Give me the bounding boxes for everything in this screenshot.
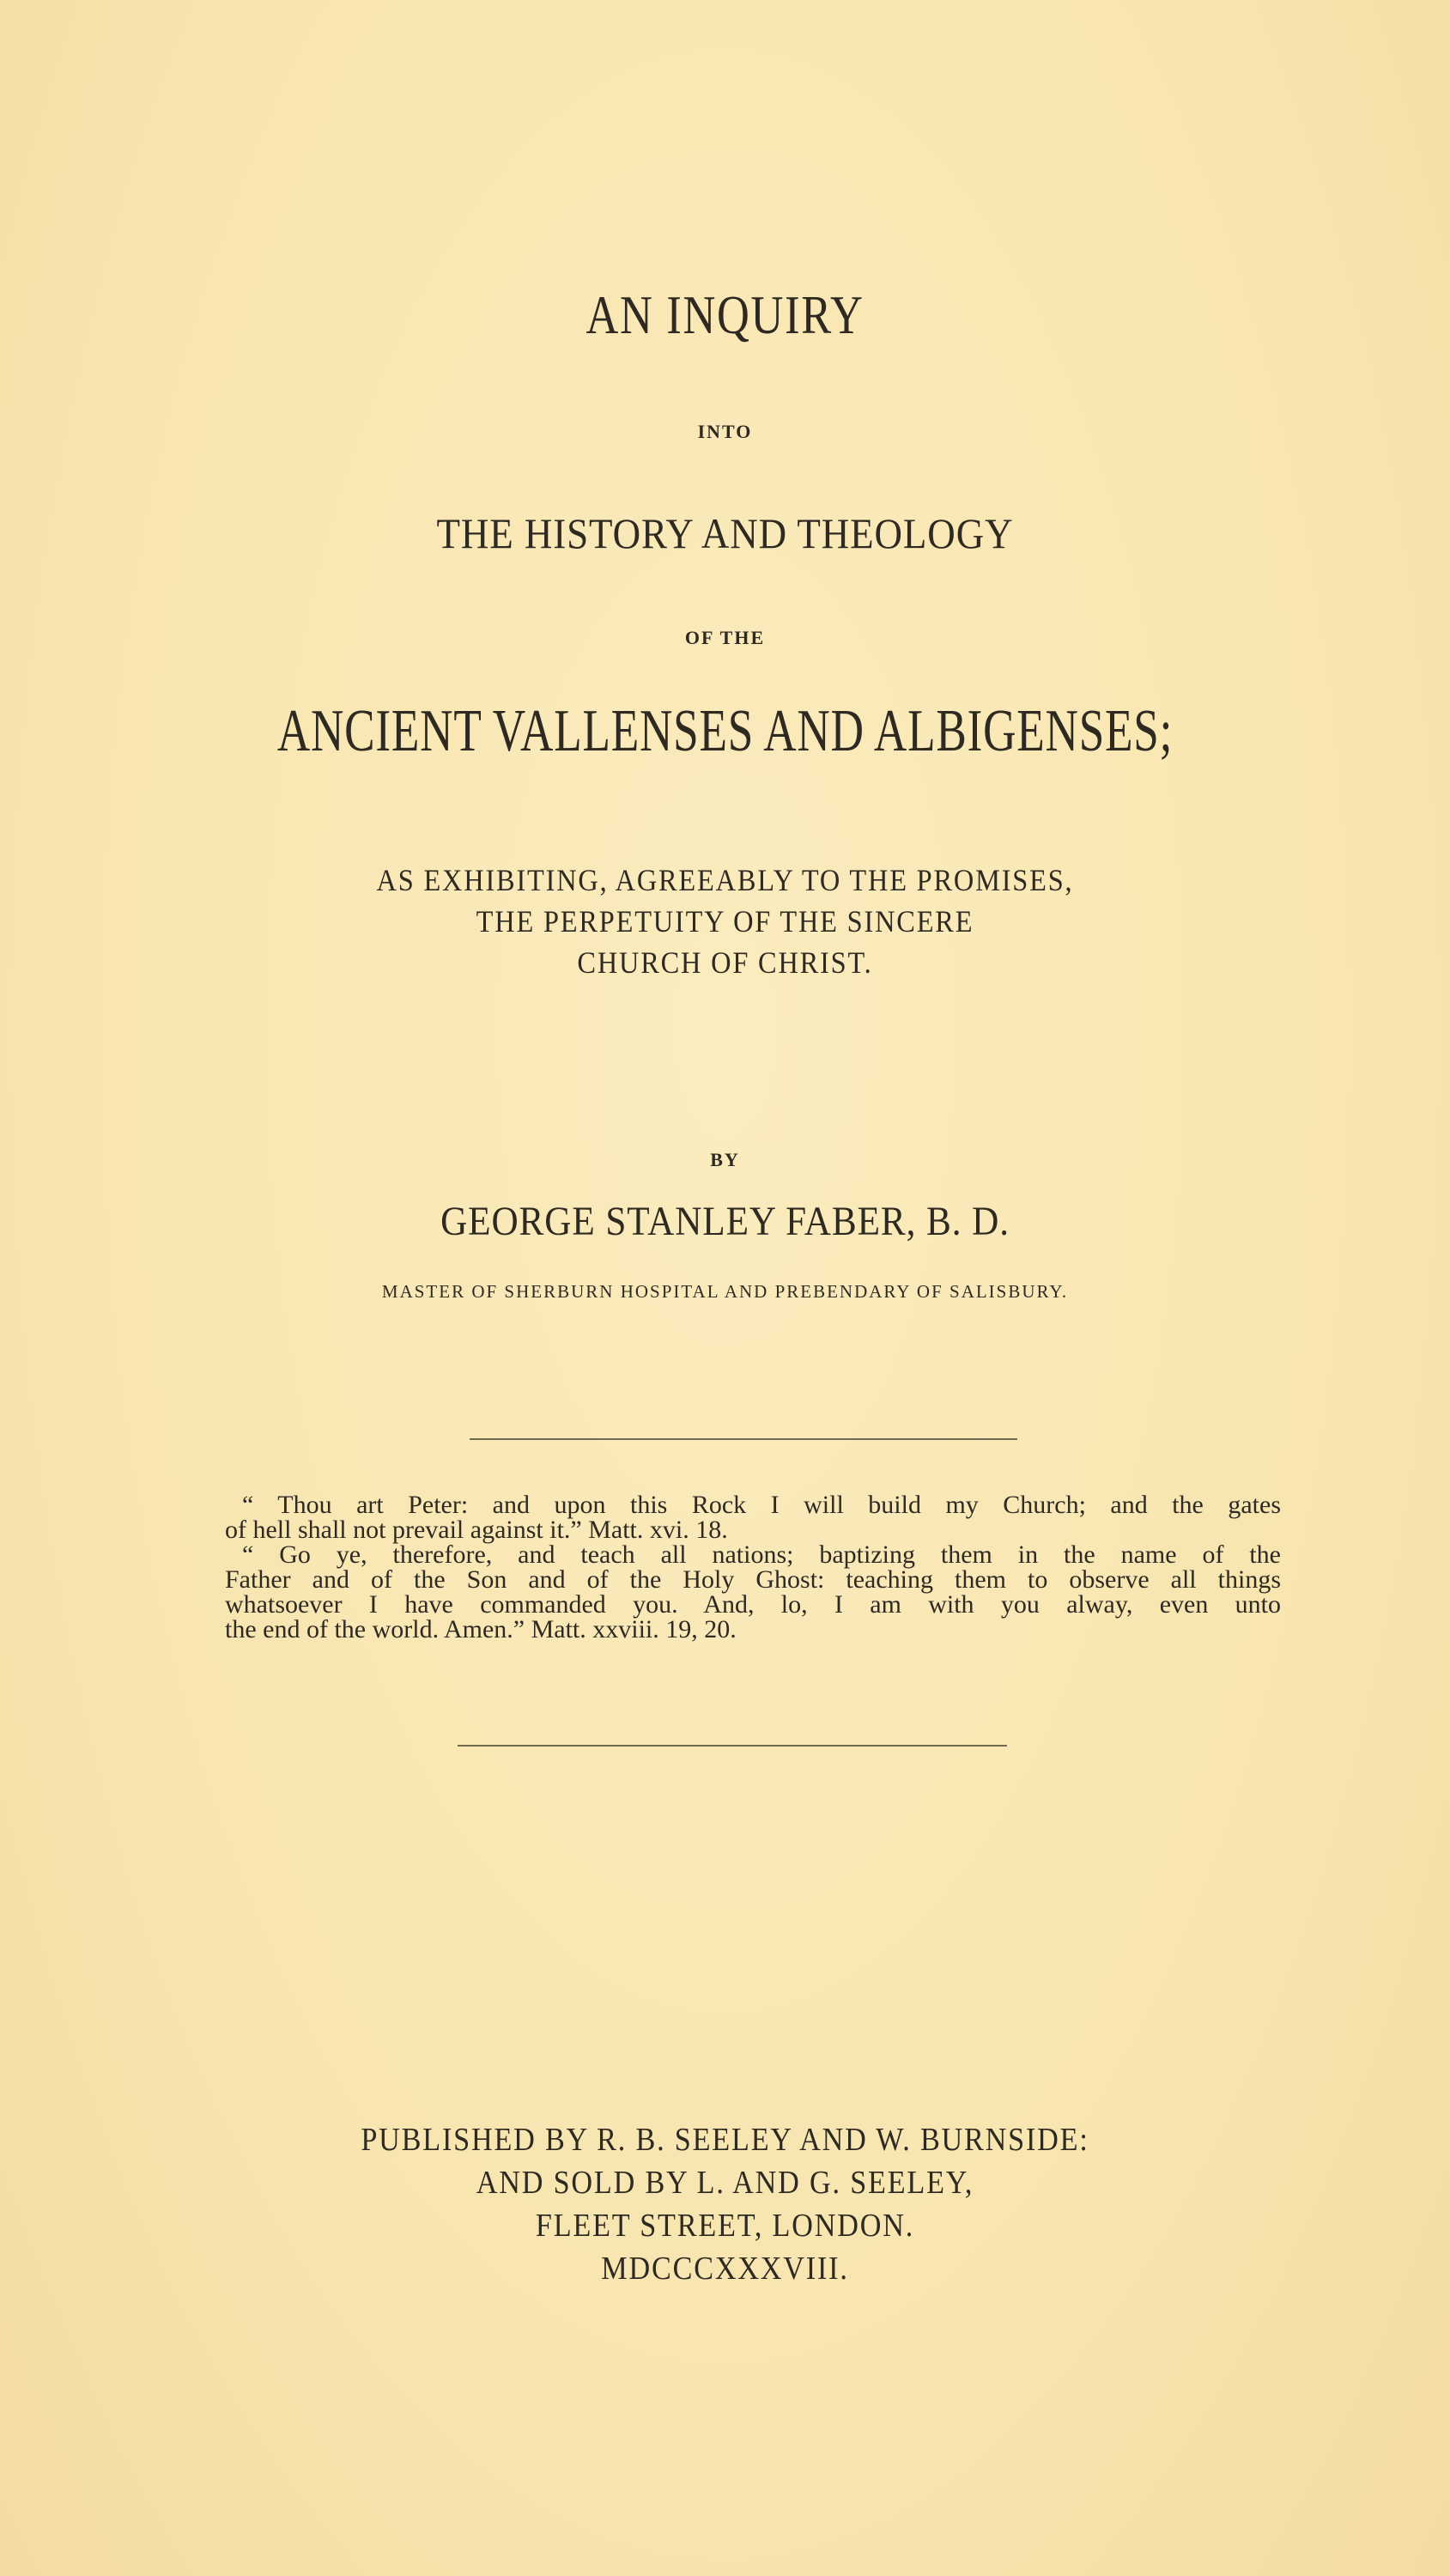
epigraph-quote-1 [225,1492,1281,1542]
epigraph-line: the end of the world. Amen.” Matt. xxviii. 19, 20. [225,1615,737,1643]
imprint-line-1: PUBLISHED BY R. B. SEELEY AND W. BURNSIDE: [361,2122,1089,2158]
title-line-history-theology: THE HISTORY AND THEOLOGY [436,509,1014,557]
imprint-line-2: AND SOLD BY L. AND G. SEELEY, [476,2165,974,2201]
epigraph [225,1492,1281,1642]
author-office: MASTER OF SHERBURN HOSPITAL AND PREBENDARY OF SALISBURY. [381,1281,1069,1302]
divider-rule-bottom [458,1745,1007,1747]
title-line-vallenses-albigenses: ANCIENT VALLENSES AND ALBIGENSES; [276,698,1174,764]
by-label: BY [710,1149,740,1170]
epigraph-line: of hell shall not prevail against it.” Matt. xvi. 18. [225,1516,728,1544]
epigraph-quote-2 [225,1542,1281,1642]
epigraph-line: Father and of the Son and of the Holy Ghost: teaching them to observe all things [225,1565,1281,1594]
title-line-into: INTO [697,421,753,442]
subtitle-line-2: THE PERPETUITY OF THE SINCERE [476,904,974,939]
title-line-of-the: OF THE [684,627,766,648]
subtitle-line-3: CHURCH OF CHRIST. [577,945,873,980]
imprint-date: MDCCCXXXVIII. [601,2251,849,2287]
epigraph-line: “ Go ye, therefore, and teach all nations; baptizing them in the name of the [242,1540,1281,1569]
author-name: GEORGE STANLEY FABER, B. D. [440,1199,1010,1244]
epigraph-line: whatsoever I have commanded you. And, lo, I am with you alway, even unto [225,1590,1281,1619]
title-line-an-inquiry: AN INQUIRY [585,284,865,345]
divider-rule-top [470,1438,1017,1440]
subtitle-line-1: AS EXHIBITING, AGREEABLY TO THE PROMISES, [376,863,1074,897]
imprint-line-3: FLEET STREET, LONDON. [535,2208,915,2244]
epigraph-line: “ Thou art Peter: and upon this Rock I will build my Church; and the gates [242,1491,1281,1519]
